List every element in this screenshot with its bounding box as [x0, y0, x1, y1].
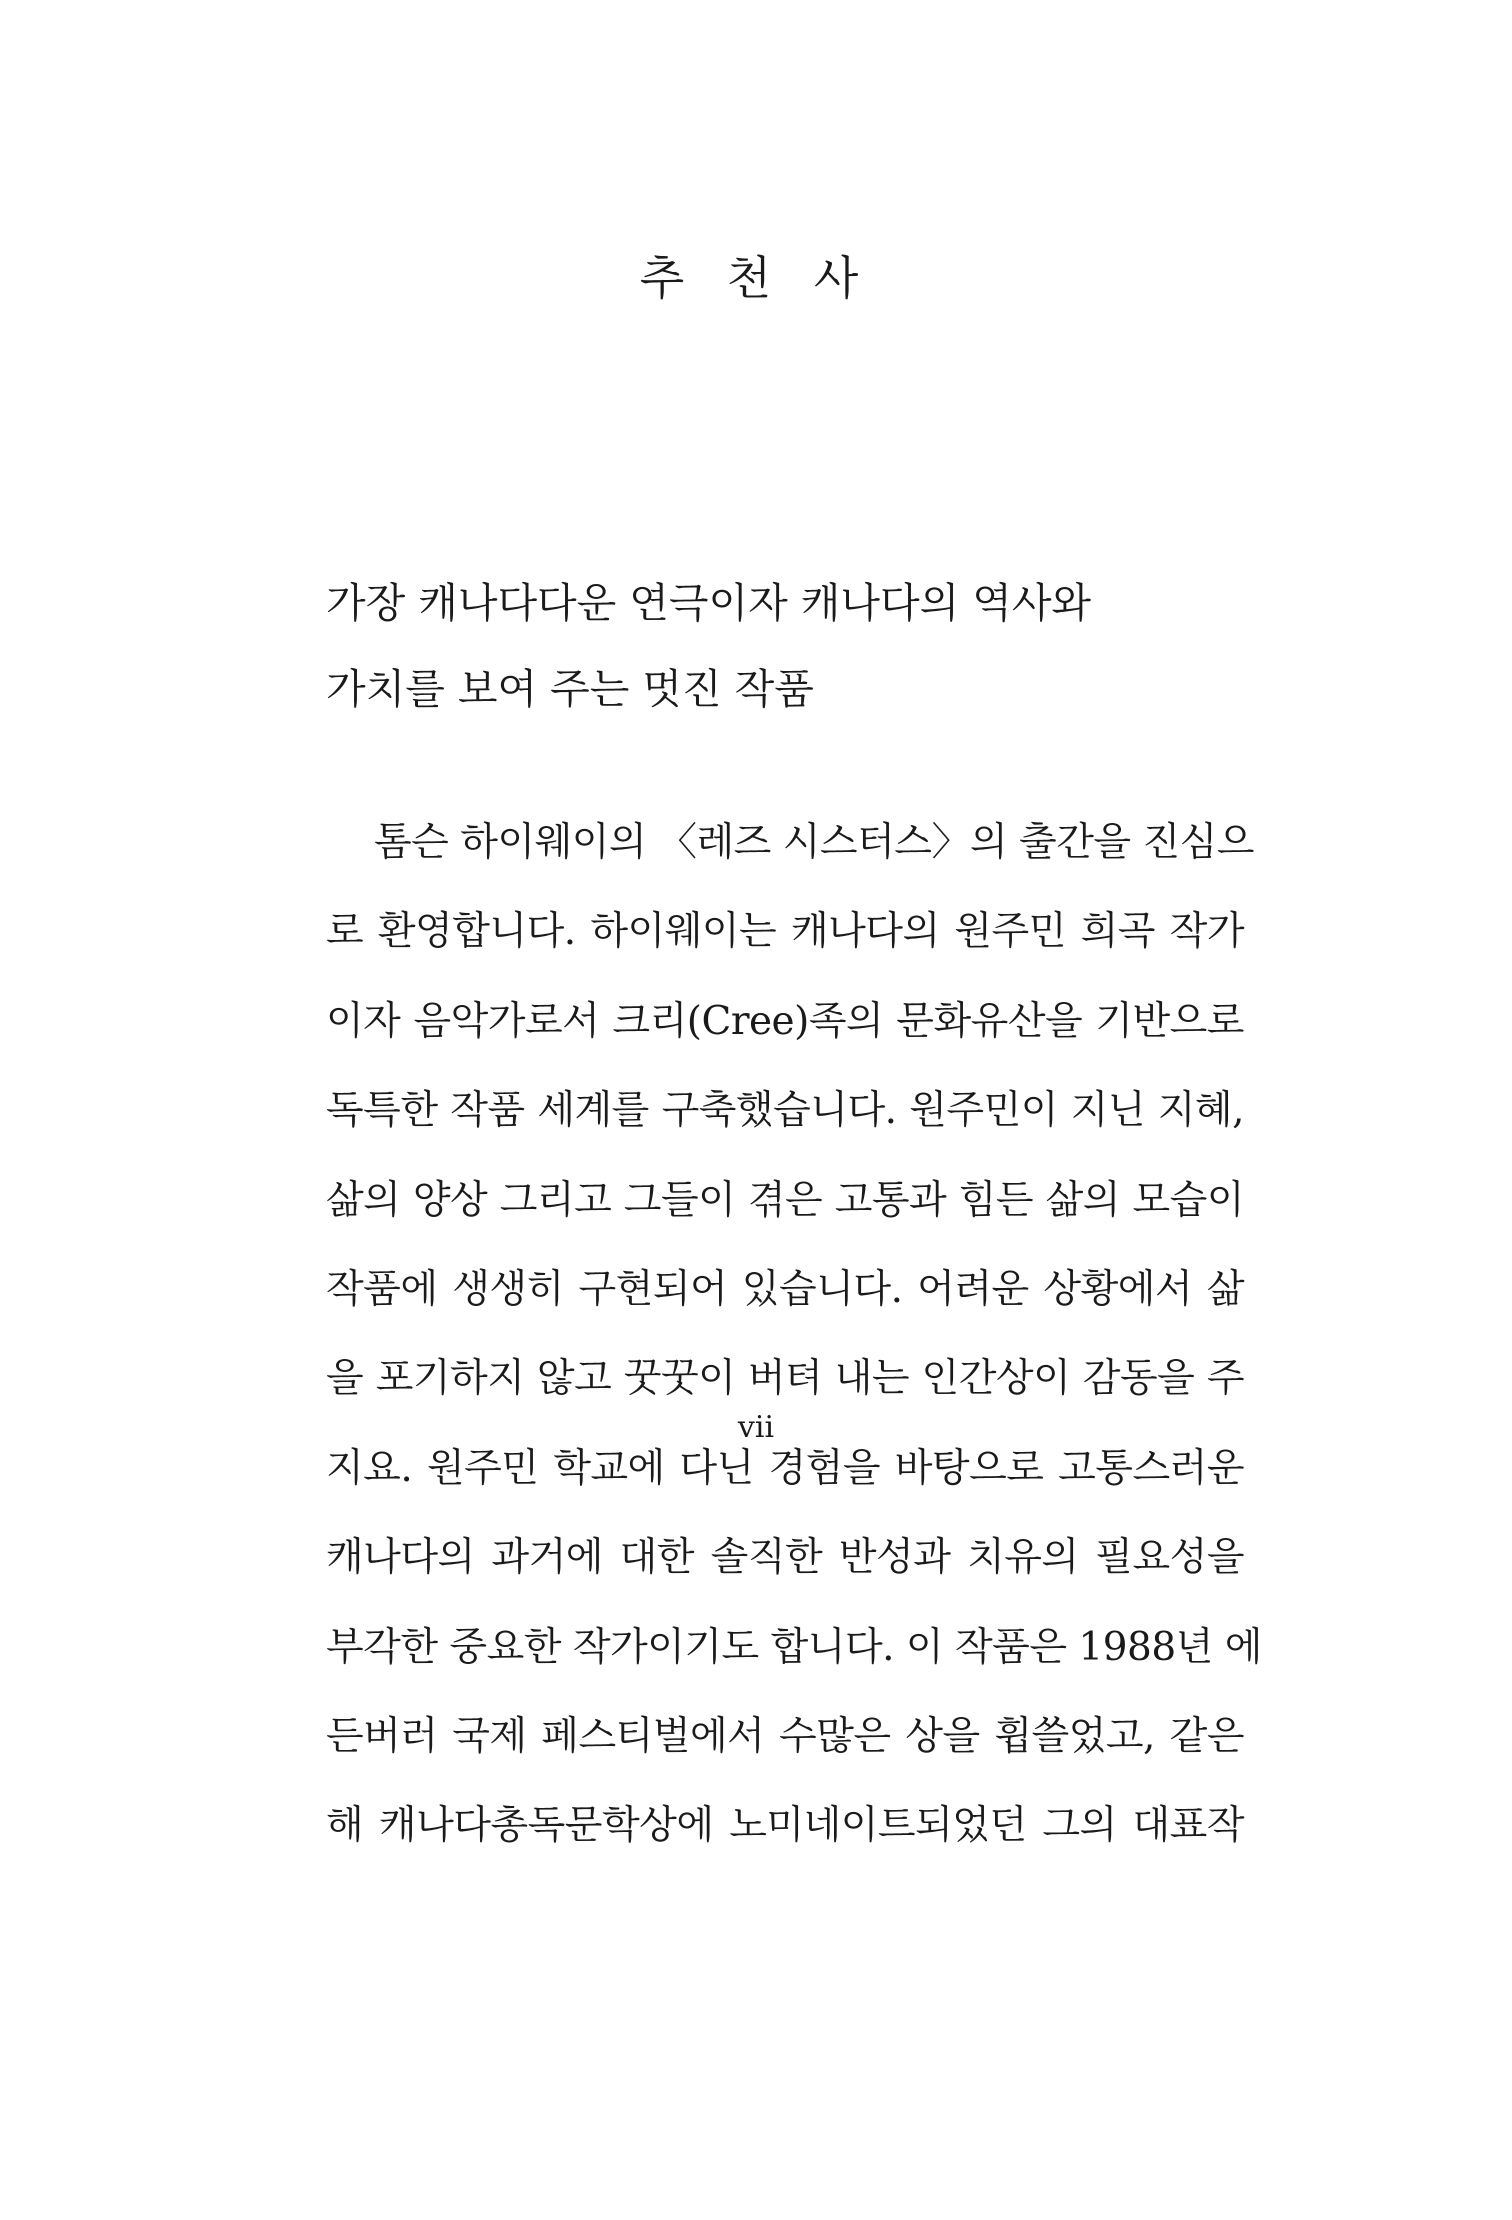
paragraph-line: 톰슨 하이웨이의 〈레즈 시스터스〉의 출간을 진심으 [374, 820, 1254, 865]
paragraph-line: 삶의 양상 그리고 그들이 겪은 고통과 힘든 삶의 모습이 [326, 1177, 1244, 1223]
page-title: 추 천 사 [639, 251, 873, 305]
body-paragraph [326, 798, 1262, 1871]
paragraph-line: 부각한 중요한 작가이기도 합니다. 이 작품은 1988년 에 [326, 1624, 1262, 1670]
paragraph-line: 지요. 원주민 학교에 다닌 경험을 바탕으로 고통스러운 [326, 1445, 1244, 1491]
paragraph-line: 캐나다의 과거에 대한 솔직한 반성과 치유의 필요성을 [326, 1535, 1244, 1581]
subtitle-line: 가장 캐나다다운 연극이자 캐나다의 역사와 [326, 579, 1092, 627]
paragraph-line: 해 캐나다총독문학상에 노미네이트되었던 그의 대표작 [326, 1803, 1244, 1849]
subtitle-line: 가치를 보여 주는 멋진 작품 [326, 665, 814, 713]
page-number: vii [737, 1410, 775, 1445]
paragraph-line: 작품에 생생히 구현되어 있습니다. 어려운 상황에서 삶 [326, 1267, 1244, 1313]
section-subtitle [326, 560, 1226, 732]
paragraph-line: 든버러 국제 페스티벌에서 수많은 상을 휩쓸었고, 같은 [326, 1714, 1244, 1760]
paragraph-line: 독특한 작품 세계를 구축했습니다. 원주민이 지닌 지혜, [326, 1088, 1244, 1134]
paragraph-line: 이자 음악가로서 크리(Cree)족의 문화유산을 기반으로 [326, 998, 1244, 1044]
paragraph-line: 로 환영합니다. 하이웨이는 캐나다의 원주민 희곡 작가 [326, 909, 1244, 955]
paragraph-line: 을 포기하지 않고 꿋꿋이 버텨 내는 인간상이 감동을 주 [326, 1356, 1244, 1402]
